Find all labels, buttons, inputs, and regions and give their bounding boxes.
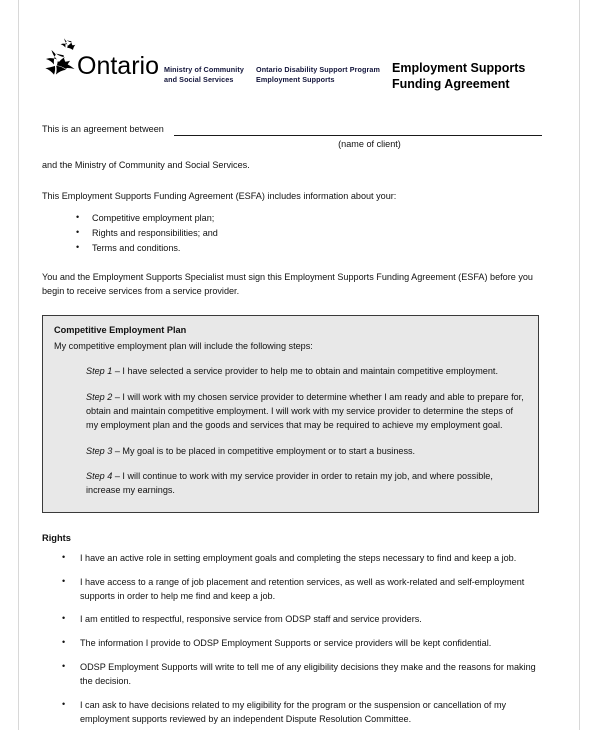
document-title [388,34,542,92]
includes-list [42,211,542,255]
list-item: • Terms and conditions. [76,241,542,256]
ontario-logo [42,34,164,86]
competitive-employment-plan-intro: My competitive employment plan will include the following steps: [54,340,313,351]
program-line-2: Employment Supports [256,75,335,85]
rights-list [42,552,542,726]
plan-step [54,445,527,459]
plan-step-text: – I will work with my chosen service provider to determine whether I am ready and able to prepare for, obtain and maintain competitive employment. I will work with my service provider to determine the steps of my employment plan and the goods and services that may be required to achieve my employment goal. [86,392,524,430]
list-item: • I am entitled to respectful, responsive service from ODSP staff and service providers. [62,613,542,627]
ontario-trillium-logo-icon [42,36,160,86]
ministry-label [164,34,256,86]
competitive-employment-plan-box [42,315,539,513]
plan-step-label: Step 3 [86,445,113,456]
document-title-line-2: Funding Agreement [392,77,510,91]
plan-step [54,470,527,498]
list-item: • Competitive employment plan; [76,211,542,226]
plan-step [54,391,527,432]
plan-step [54,365,527,379]
intro-ministry-line: and the Ministry of Community and Social Services. [42,160,250,171]
list-item: • ODSP Employment Supports will write to tell me of any eligibility decisions they make and the reasons for making the decision. [62,661,542,689]
rights-section-title: Rights [42,533,71,544]
ontario-wordmark: Ontario [77,52,159,80]
client-name-caption: (name of client) [338,139,401,150]
plan-step-text: – My goal is to be placed in competitive employment or to start a business. [112,445,416,456]
plan-step-label: Step 4 [86,471,113,482]
competitive-employment-plan-title: Competitive Employment Plan [54,324,187,335]
agreement-between-row [42,122,542,136]
plan-step-text: – I will continue to work with my service provider in order to retain my job, and where possible, increase my earnings. [86,471,493,496]
list-item: • I have an active role in setting employment goals and completing the steps necessary to find and keep a job. [62,552,542,566]
document-content [42,0,542,730]
document-title-line-1: Employment Supports [392,61,526,75]
plan-step-label: Step 2 [86,392,113,403]
plan-step-label: Step 1 [86,366,113,377]
plan-step-text: – I have selected a service provider to help me to obtain and maintain competitive employment. [112,366,498,377]
client-name-field[interactable] [174,123,542,136]
list-item: • I can ask to have decisions related to my eligibility for the program or the suspension or cancellation of my employment supports reviewed by an independent Dispute Resolution Committee. [62,699,542,727]
signing-requirement-paragraph: You and the Employment Supports Specialist must sign this Employment Supports Funding Agreement (ESFA) before you begin to receive services from a service provider. [42,271,533,296]
document-header [42,0,542,100]
list-item: • The information I provide to ODSP Employment Supports or service providers will be kept confidential. [62,637,542,651]
intro-section [42,122,542,298]
list-item: • Rights and responsibilities; and [76,226,542,241]
program-label [256,34,388,86]
ministry-line-2: and Social Services [164,75,234,85]
program-line-1: Ontario Disability Support Program [256,65,381,74]
list-item: • I have access to a range of job placement and retention services, as well as work-related and self-employment supports in order to help me find and keep a job. [62,576,542,604]
agreement-between-label: This is an agreement between [42,124,164,134]
intro-includes-line: This Employment Supports Funding Agreement (ESFA) includes information about your: [42,191,397,202]
ministry-line-1: Ministry of Community [164,65,244,74]
